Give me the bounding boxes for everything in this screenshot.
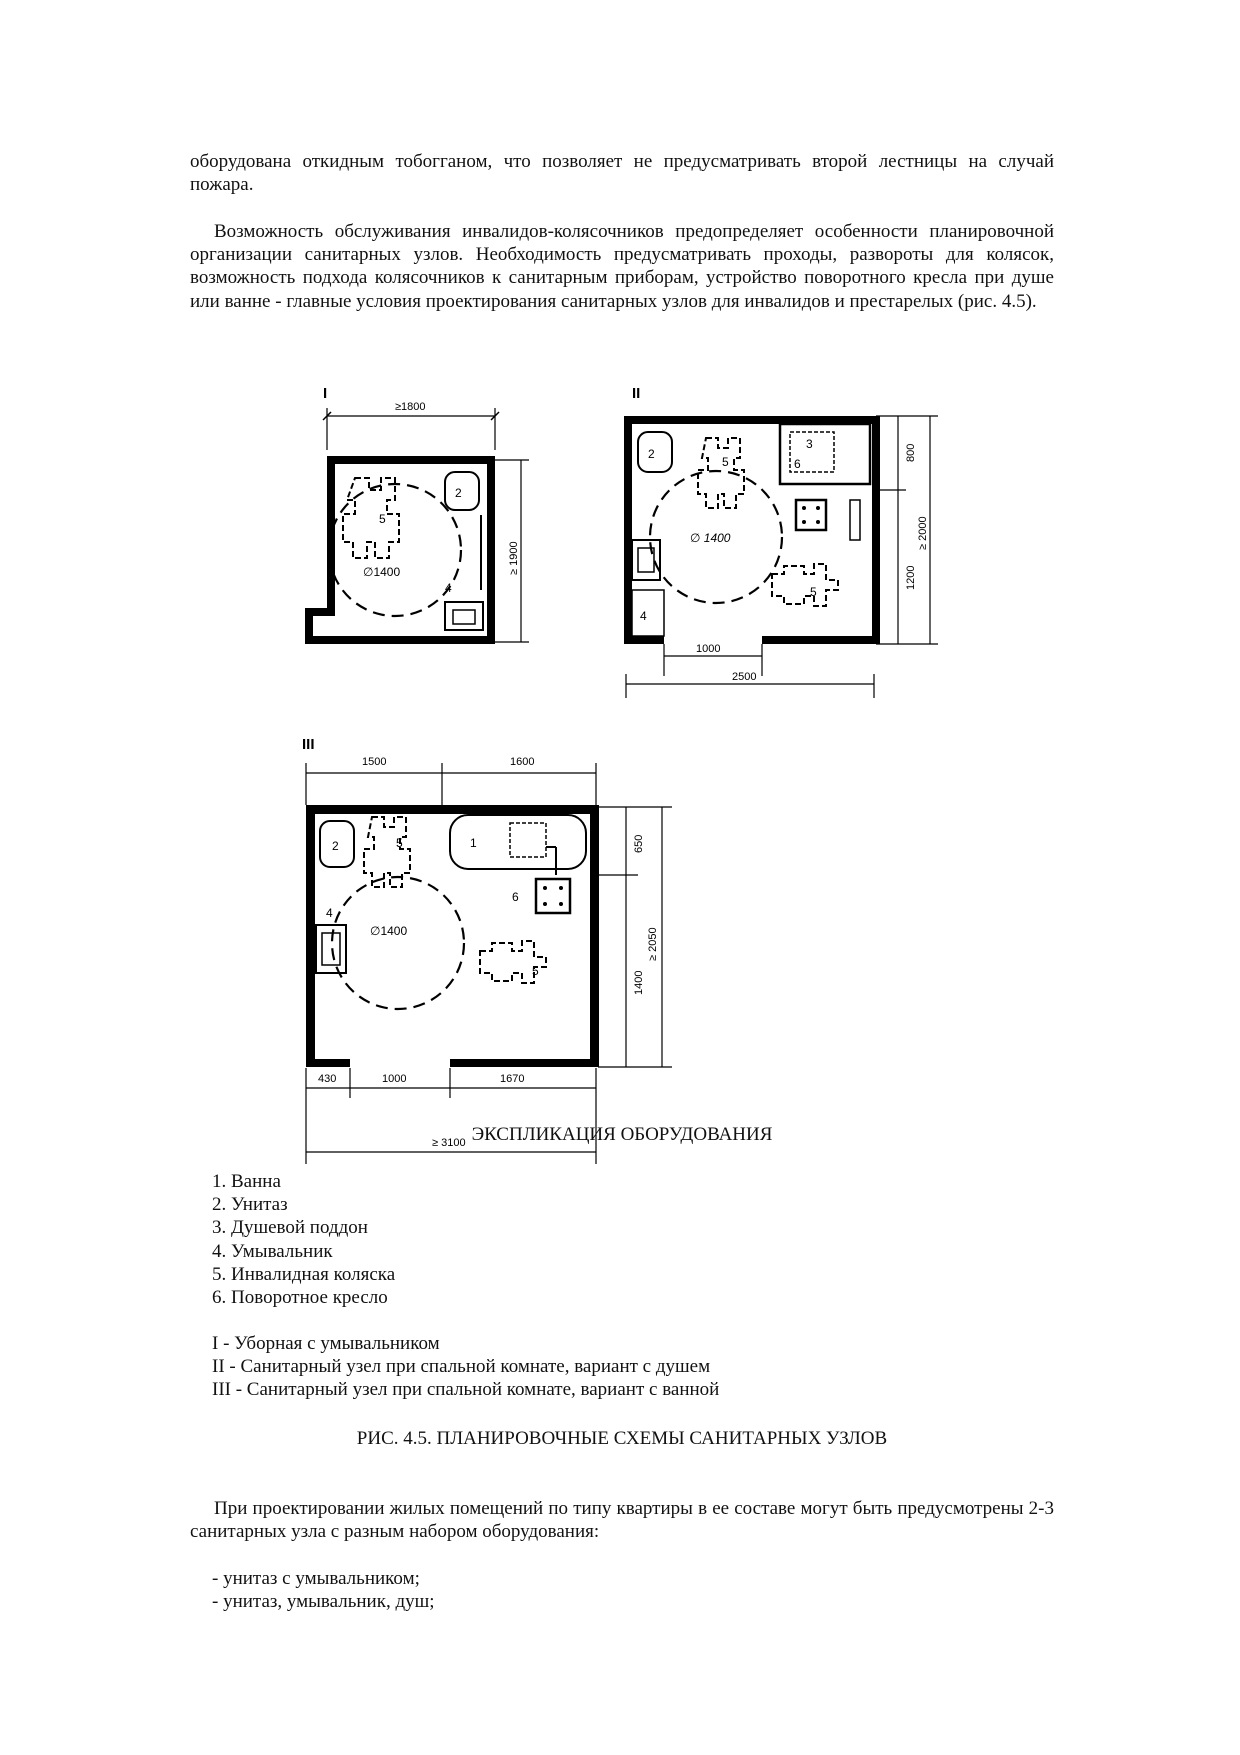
plan-2-circle-label: ∅ 1400	[690, 531, 731, 545]
list-item: 4. Умывальник	[212, 1240, 333, 1262]
list-item: 2. Унитаз	[212, 1194, 288, 1216]
plan-2-label: II	[632, 385, 641, 402]
plan-3-circle-label: ∅1400	[370, 924, 408, 938]
plan-3-item-4: 4	[326, 906, 333, 920]
list-item: I - Уборная с умывальником	[212, 1333, 440, 1354]
plan-3-dim-right-total: ≥ 2050	[647, 927, 659, 961]
list-item: II - Санитарный узел при спальной комнате, вариант с душем	[212, 1356, 711, 1378]
plan-2-dim-door: 1000	[696, 643, 721, 655]
plan-3-dim-right-mid: 1400	[633, 970, 645, 995]
explication-title: ЭКСПЛИКАЦИЯ ОБОРУДОВАНИЯ	[471, 1124, 773, 1145]
plan-2-dim-width: 2500	[732, 671, 757, 683]
list-item: III - Санитарный узел при спальной комнате, вариант с ванной	[212, 1379, 720, 1401]
plan-1-diagram	[295, 380, 535, 650]
plan-1-dim-width: ≥1800	[395, 401, 426, 413]
plan-1-circle-label: ∅1400	[363, 565, 401, 579]
plan-2-item-4: 4	[640, 609, 647, 623]
plan-2-item-2: 2	[648, 447, 655, 461]
plan-3-dim-bottom-total: ≥ 3100	[432, 1137, 466, 1149]
plan-2-item-5a: 5	[722, 455, 729, 469]
plan-2-dim-total: ≥ 2000	[917, 516, 929, 550]
list-item: 3. Душевой поддон	[212, 1217, 368, 1239]
plan-3-item-5a: 5	[396, 836, 403, 850]
paragraph-3: При проектировании жилых помещений по типу квартиры в ее составе могут быть предусмотрены 2-3 санитарных узла с разным набором оборудования:	[190, 1498, 1054, 1543]
list-item: - унитаз с умывальником;	[212, 1568, 420, 1589]
plan-1-item-4: 4	[445, 581, 452, 595]
plan-3-item-2: 2	[332, 839, 339, 853]
plan-3-diagram	[300, 735, 680, 1085]
plan-3-bottom-dimensions	[300, 1068, 620, 1168]
plan-3-item-6: 6	[512, 890, 519, 904]
list-item: 1. Ванна	[212, 1171, 281, 1192]
plan-3-dim-bottom-a: 430	[318, 1073, 337, 1085]
list-item: - унитаз, умывальник, душ;	[212, 1591, 435, 1613]
plan-3-dim-top-right: 1600	[510, 756, 535, 768]
list-item: 6. Поворотное кресло	[212, 1287, 388, 1309]
plan-1-label: I	[323, 385, 328, 402]
paragraph-1: оборудована откидным тобогганом, что позволяет не предусматривать второй лестницы на случай пожара.	[190, 151, 1054, 196]
figure-caption: РИС. 4.5. ПЛАНИРОВОЧНЫЕ СХЕМЫ САНИТАРНЫХ УЗЛОВ	[356, 1428, 888, 1449]
plan-2-diagram	[610, 380, 940, 680]
paragraph-2: Возможность обслуживания инвалидов-колясочников предопределяет особенности планировочной организации санитарных узлов. Необходимость предусматривать проходы, развороты для колясок, возможность подхода колясочников к санитарным приборам, устройство поворотного кресла при душе или ванне - главные условия проектирования санитарных узлов для инвалидов и престарелых (рис. 4.5).	[190, 221, 1054, 312]
plan-3-dim-right-top: 650	[633, 834, 645, 853]
plan-1-item-5: 5	[379, 512, 386, 526]
plan-3-dim-bottom-c: 1670	[500, 1073, 525, 1085]
bullet-list	[212, 1567, 435, 1613]
plan-3-item-5b: 5	[532, 964, 539, 978]
plan-2-dim-mid: 1200	[905, 565, 917, 590]
plan-2-item-5b: 5	[810, 585, 817, 599]
variants-list	[212, 1332, 719, 1402]
explication-list	[212, 1170, 395, 1309]
plan-3-dim-bottom-b: 1000	[382, 1073, 407, 1085]
plan-3-label: III	[302, 736, 315, 753]
plan-2-item-3: 3	[806, 437, 813, 451]
plan-1-item-2: 2	[455, 486, 462, 500]
plan-2-dim-top: 800	[905, 443, 917, 462]
plan-2-width-dimension	[620, 671, 880, 704]
plan-3-item-1: 1	[470, 836, 477, 850]
plan-1-dim-height: ≥ 1900	[508, 541, 520, 575]
list-item: 5. Инвалидная коляска	[212, 1263, 396, 1285]
plan-3-dim-top-left: 1500	[362, 756, 387, 768]
plan-2-item-6: 6	[794, 457, 801, 471]
